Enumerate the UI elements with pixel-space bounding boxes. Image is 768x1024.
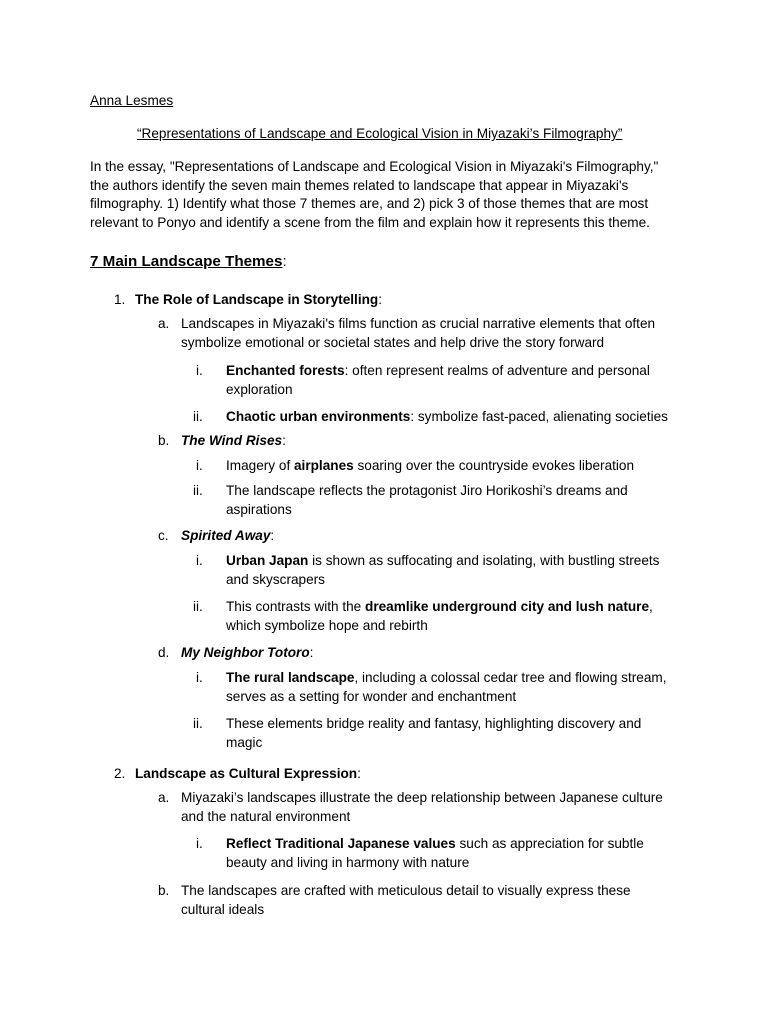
item-line: Landscapes in Miyazaki's films function as crucial narrative elements that often (181, 316, 656, 331)
item-text: : symbolize fast-paced, alienating societies (410, 409, 668, 424)
colon: : (378, 292, 382, 307)
item-text: soaring over the countryside evokes liberation (353, 458, 635, 473)
list-marker: ii. (193, 599, 203, 614)
list-item (226, 669, 667, 706)
list-marker: i. (196, 363, 203, 378)
list-item (181, 315, 655, 352)
section-heading-colon: : (282, 253, 287, 270)
theme-title-text: The Role of Landscape in Storytelling (135, 292, 379, 307)
intro-paragraph (90, 158, 658, 232)
section-heading-text: 7 Main Landscape Themes (90, 253, 283, 270)
section-heading (90, 252, 287, 272)
item-text: , (649, 599, 653, 614)
item-line: exploration (226, 381, 293, 397)
item-line: serves as a setting for wonder and enchantment (226, 688, 517, 704)
bold-term: Enchanted forests (226, 363, 345, 378)
list-marker: i. (196, 553, 203, 568)
item-line: magic (226, 734, 263, 750)
item-line: symbolize emotional or societal states and help drive the story forward (181, 334, 605, 350)
list-marker: ii. (193, 483, 203, 498)
bold-term: Chaotic urban environments (226, 409, 411, 424)
list-item (226, 457, 634, 476)
colon: : (270, 528, 275, 543)
colon: : (309, 645, 314, 660)
film-title (181, 644, 313, 663)
colon: : (282, 433, 286, 448)
list-marker: a. (158, 316, 170, 331)
bold-term: The rural landscape (226, 670, 355, 685)
list-marker: b. (158, 883, 170, 898)
intro-line: relevant to Ponyo and identify a scene from the film and explain how it represents this theme. (90, 214, 650, 230)
intro-line: In the essay, "Representations of Landscape and Ecological Vision in Miyazaki's Filmography," (90, 159, 659, 174)
item-line: The landscape reflects the protagonist Jiro Horikoshi’s dreams and (226, 483, 628, 498)
list-marker: d. (158, 645, 170, 660)
item-line: Miyazaki’s landscapes illustrate the deep relationship between Japanese culture (181, 790, 663, 805)
list-marker: c. (158, 528, 169, 543)
item-text: This contrasts with the (226, 599, 366, 614)
item-text: Imagery of (226, 458, 294, 473)
bold-term: Reflect Traditional Japanese values (226, 836, 456, 851)
item-text: , including a colossal cedar tree and flowing stream, (354, 670, 667, 685)
item-line: These elements bridge reality and fantasy, highlighting discovery and (226, 716, 642, 731)
film-title-text: The Wind Rises (181, 433, 283, 448)
list-item (226, 362, 650, 399)
colon: : (357, 766, 361, 781)
list-marker: b. (158, 433, 170, 448)
item-text: : often represent realms of adventure and personal (344, 363, 650, 378)
list-marker: i. (196, 458, 203, 473)
bold-term: dreamlike underground city and lush nature (365, 599, 650, 614)
item-line: beauty and living in harmony with nature (226, 854, 470, 870)
list-marker: i. (196, 670, 203, 685)
film-title-text: My Neighbor Totoro (181, 645, 310, 660)
film-title (181, 432, 286, 451)
list-item (181, 882, 631, 919)
author-name: Anna Lesmes (90, 93, 174, 108)
film-title (181, 527, 274, 546)
list-item (226, 552, 659, 589)
list-marker: 2. (114, 766, 126, 781)
intro-line: the authors identify the seven main themes related to landscape that appear in Miyazaki's (90, 177, 629, 193)
list-item (226, 835, 644, 872)
list-marker: 1. (114, 292, 126, 307)
bold-term: airplanes (294, 458, 354, 473)
item-line: and the natural environment (181, 808, 351, 824)
list-item (226, 598, 653, 635)
theme-title-text: Landscape as Cultural Expression (135, 766, 358, 781)
bold-term: Urban Japan (226, 553, 309, 568)
item-line: cultural ideals (181, 901, 265, 917)
film-title-text: Spirited Away (181, 528, 271, 543)
list-item (181, 789, 663, 826)
list-marker: ii. (193, 716, 203, 731)
list-marker: a. (158, 790, 170, 805)
list-item (226, 408, 668, 427)
item-line: aspirations (226, 501, 292, 517)
item-text: such as appreciation for subtle (455, 836, 644, 851)
intro-line: filmography. 1) Identify what those 7 themes are, and 2) pick 3 of those themes that are most (90, 196, 649, 211)
item-line: and skyscrapers (226, 571, 325, 587)
theme-title (135, 291, 382, 310)
essay-title: “Representations of Landscape and Ecological Vision in Miyazaki’s Filmography” (137, 126, 623, 141)
list-item (226, 482, 628, 519)
list-marker: i. (196, 836, 203, 851)
list-item (226, 715, 641, 752)
item-line: which symbolize hope and rebirth (226, 617, 428, 633)
list-marker: ii. (193, 409, 203, 424)
item-line: The landscapes are crafted with meticulous detail to visually express these (181, 883, 631, 898)
item-text: is shown as suffocating and isolating, with bustling streets (308, 553, 660, 568)
theme-title (135, 765, 361, 784)
